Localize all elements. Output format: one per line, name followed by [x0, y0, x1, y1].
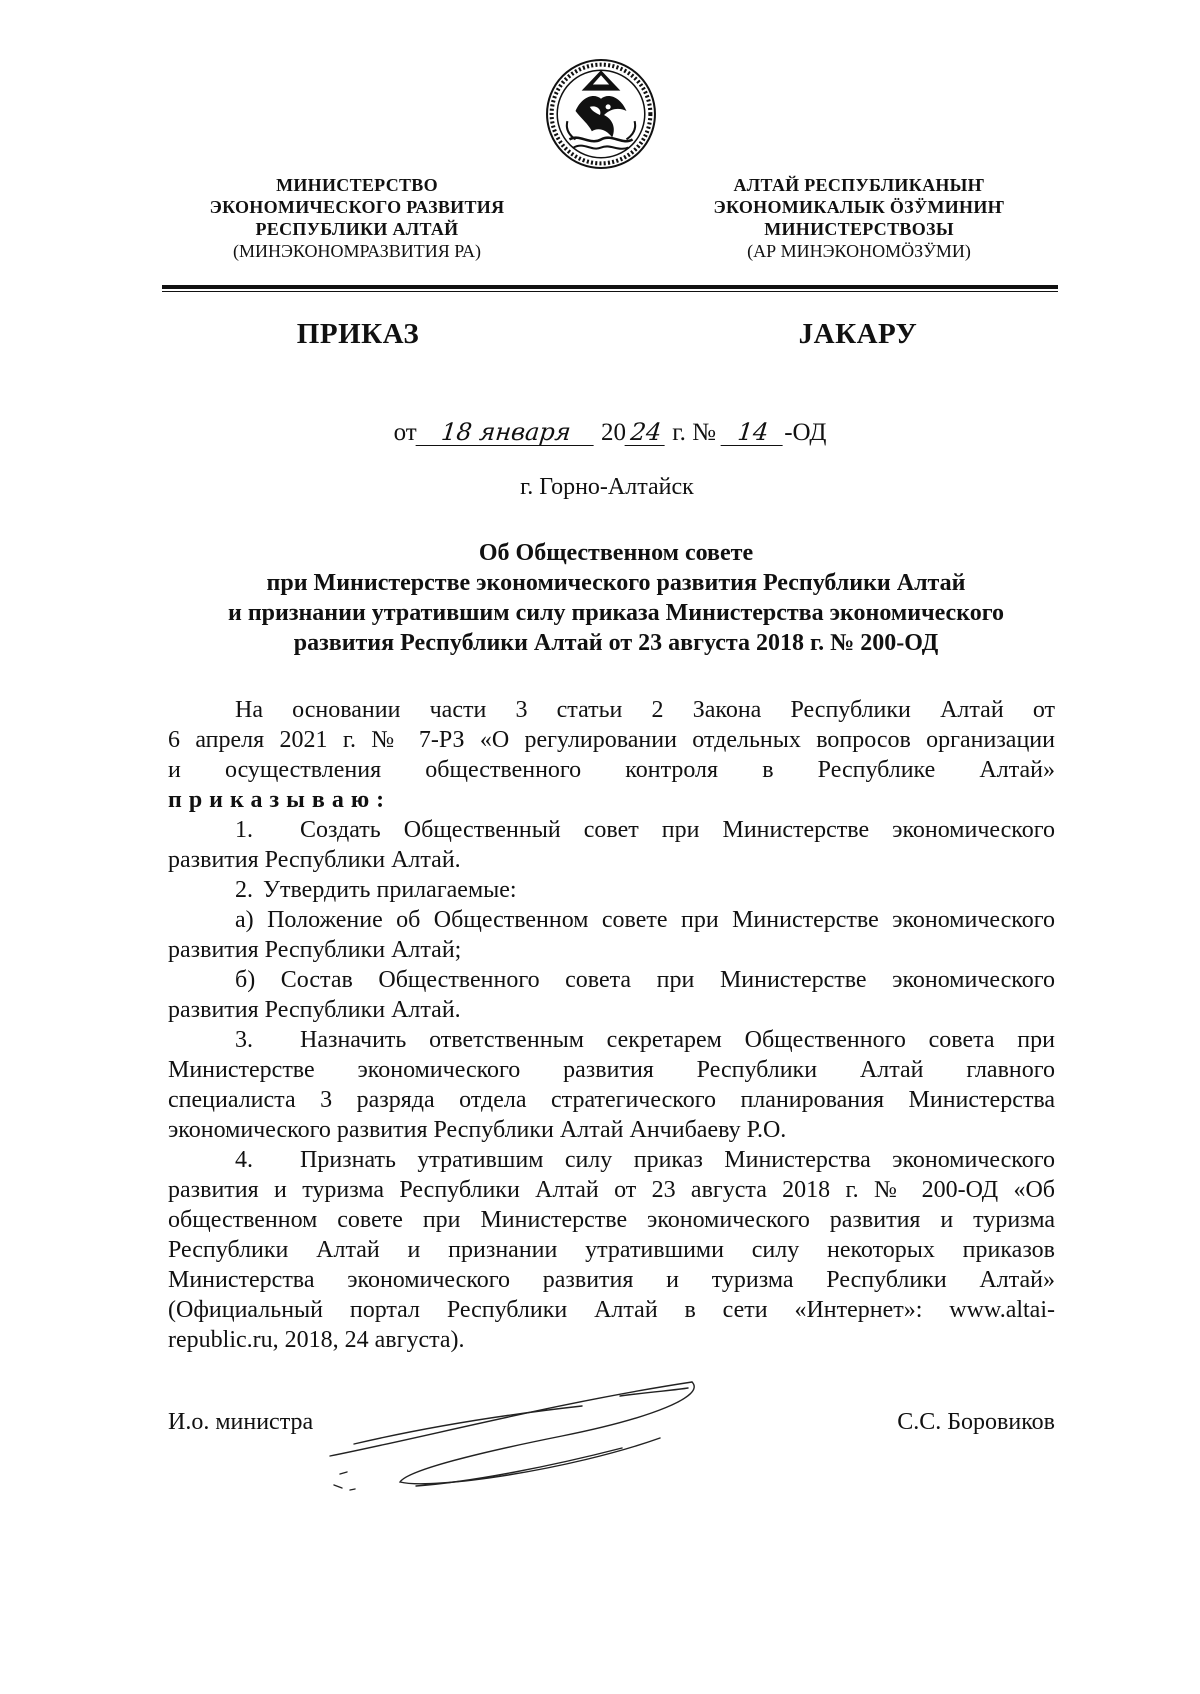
date-prefix: от: [393, 419, 417, 446]
item-2: [168, 875, 1055, 905]
item-number: 2.: [235, 877, 253, 903]
ministry-abbreviation: (МИНЭКОНОМРАЗВИТИЯ РА): [233, 241, 481, 261]
item-line: Республики Алтай и признании утратившими силу некоторых приказов: [168, 1237, 1055, 1263]
item-line: развития Республики Алтай.: [168, 847, 461, 873]
city: г. Горно-Алтайск: [520, 474, 694, 500]
item-line: развития и туризма Республики Алтай от 23 августа 2018 г. № 200-ОД «Об: [168, 1177, 1055, 1203]
doc-type-russian: ПРИКАЗ: [296, 318, 420, 350]
ministry-name-line: ЭКОНОМИКАЛЫК ӦЗӰМИНИҤ: [713, 197, 1005, 217]
preamble-line: 6 апреля 2021 г. № 7-РЗ «О регулировании отдельных вопросов организации: [168, 727, 1055, 753]
item-line: общественном совете при Министерстве экономического развития и туризма: [168, 1207, 1055, 1233]
doc-type-altai: ЈАКАРУ: [798, 318, 918, 350]
ministry-name-altai: [639, 174, 1079, 262]
title-line: развития Республики Алтай от 23 августа 2018 г. № 200-ОД: [293, 630, 939, 656]
ministry-name-line: МИНИСТЕРСТВОЗЫ: [764, 219, 954, 239]
handwritten-signature-icon: [320, 1366, 720, 1496]
preamble-line: и осуществления общественного контроля в Республике Алтай»: [168, 757, 1055, 783]
item-line: Министерства экономического развития и туризма Республики Алтай»: [168, 1267, 1055, 1293]
ministry-name-line: РЕСПУБЛИКИ АЛТАЙ: [255, 219, 459, 239]
document-title: [171, 538, 1061, 658]
subitem-b-line: развития Республики Алтай.: [168, 997, 461, 1023]
item-line: экономического развития Республики Алтай Анчибаеву Р.О.: [168, 1117, 787, 1143]
item-line: Министерстве экономического развития Республики Алтай главного: [168, 1057, 1055, 1083]
item-line: Назначить ответственным секретарем Общественного совета при: [300, 1027, 1055, 1053]
ministry-name-line: ЭКОНОМИЧЕСКОГО РАЗВИТИЯ: [209, 197, 505, 217]
coat-of-arms-icon: [545, 58, 657, 170]
ministry-abbreviation: (АР МИНЭКОНОМӦЗӰМИ): [747, 241, 971, 261]
handwritten-order-number: 14: [721, 419, 786, 446]
subitem-a-line: развития Республики Алтай;: [168, 937, 462, 963]
header-divider: [162, 285, 1058, 292]
item-line: специалиста 3 разряда отдела стратегического планирования Министерства: [168, 1087, 1055, 1113]
handwritten-year: 24: [625, 419, 668, 446]
ministry-name-line: АЛТАЙ РЕСПУБЛИКАНЫҤ: [733, 175, 985, 195]
title-line: Об Общественном совете: [478, 540, 754, 566]
item-line: republic.ru, 2018, 24 августа).: [168, 1327, 465, 1353]
ministry-name-line: МИНИСТЕРСТВО: [276, 175, 438, 195]
date-number-line: [170, 416, 1050, 450]
order-suffix: -ОД: [784, 419, 827, 446]
subitem-a-line: а) Положение об Общественном совете при Министерстве экономического: [235, 907, 1055, 933]
preamble-line: На основании части 3 статьи 2 Закона Республики Алтай от: [235, 697, 1055, 723]
item-number: 3.: [235, 1027, 253, 1053]
signatory-name: С.С. Боровиков: [897, 1409, 1055, 1435]
item-line: Признать утратившим силу приказ Министерства экономического: [300, 1147, 1055, 1173]
year-unit-number-sign: г. №: [672, 419, 716, 446]
ministry-name-russian: [137, 174, 577, 262]
item-number: 1.: [235, 817, 253, 843]
document-body: [168, 695, 1055, 1355]
signatory-position: И.о. министра: [168, 1409, 314, 1435]
subitem-b-line: б) Состав Общественного совета при Министерстве экономического: [235, 967, 1055, 993]
year-prefix: 20: [600, 419, 626, 446]
item-4: [168, 1145, 1055, 1175]
item-line: Утвердить прилагаемые:: [263, 877, 517, 903]
item-1: [168, 815, 1055, 845]
item-line: (Официальный портал Республики Алтай в сети «Интернет»: www.altai-: [168, 1297, 1055, 1323]
decree-word: приказываю:: [168, 787, 392, 813]
item-line: Создать Общественный совет при Министерстве экономического: [300, 817, 1055, 843]
handwritten-date: 18 января: [415, 419, 596, 446]
item-number: 4.: [235, 1147, 253, 1173]
title-line: при Министерстве экономического развития Республики Алтай: [266, 570, 966, 596]
item-3: [168, 1025, 1055, 1055]
title-line: и признании утратившим силу приказа Министерства экономического: [227, 600, 1005, 626]
